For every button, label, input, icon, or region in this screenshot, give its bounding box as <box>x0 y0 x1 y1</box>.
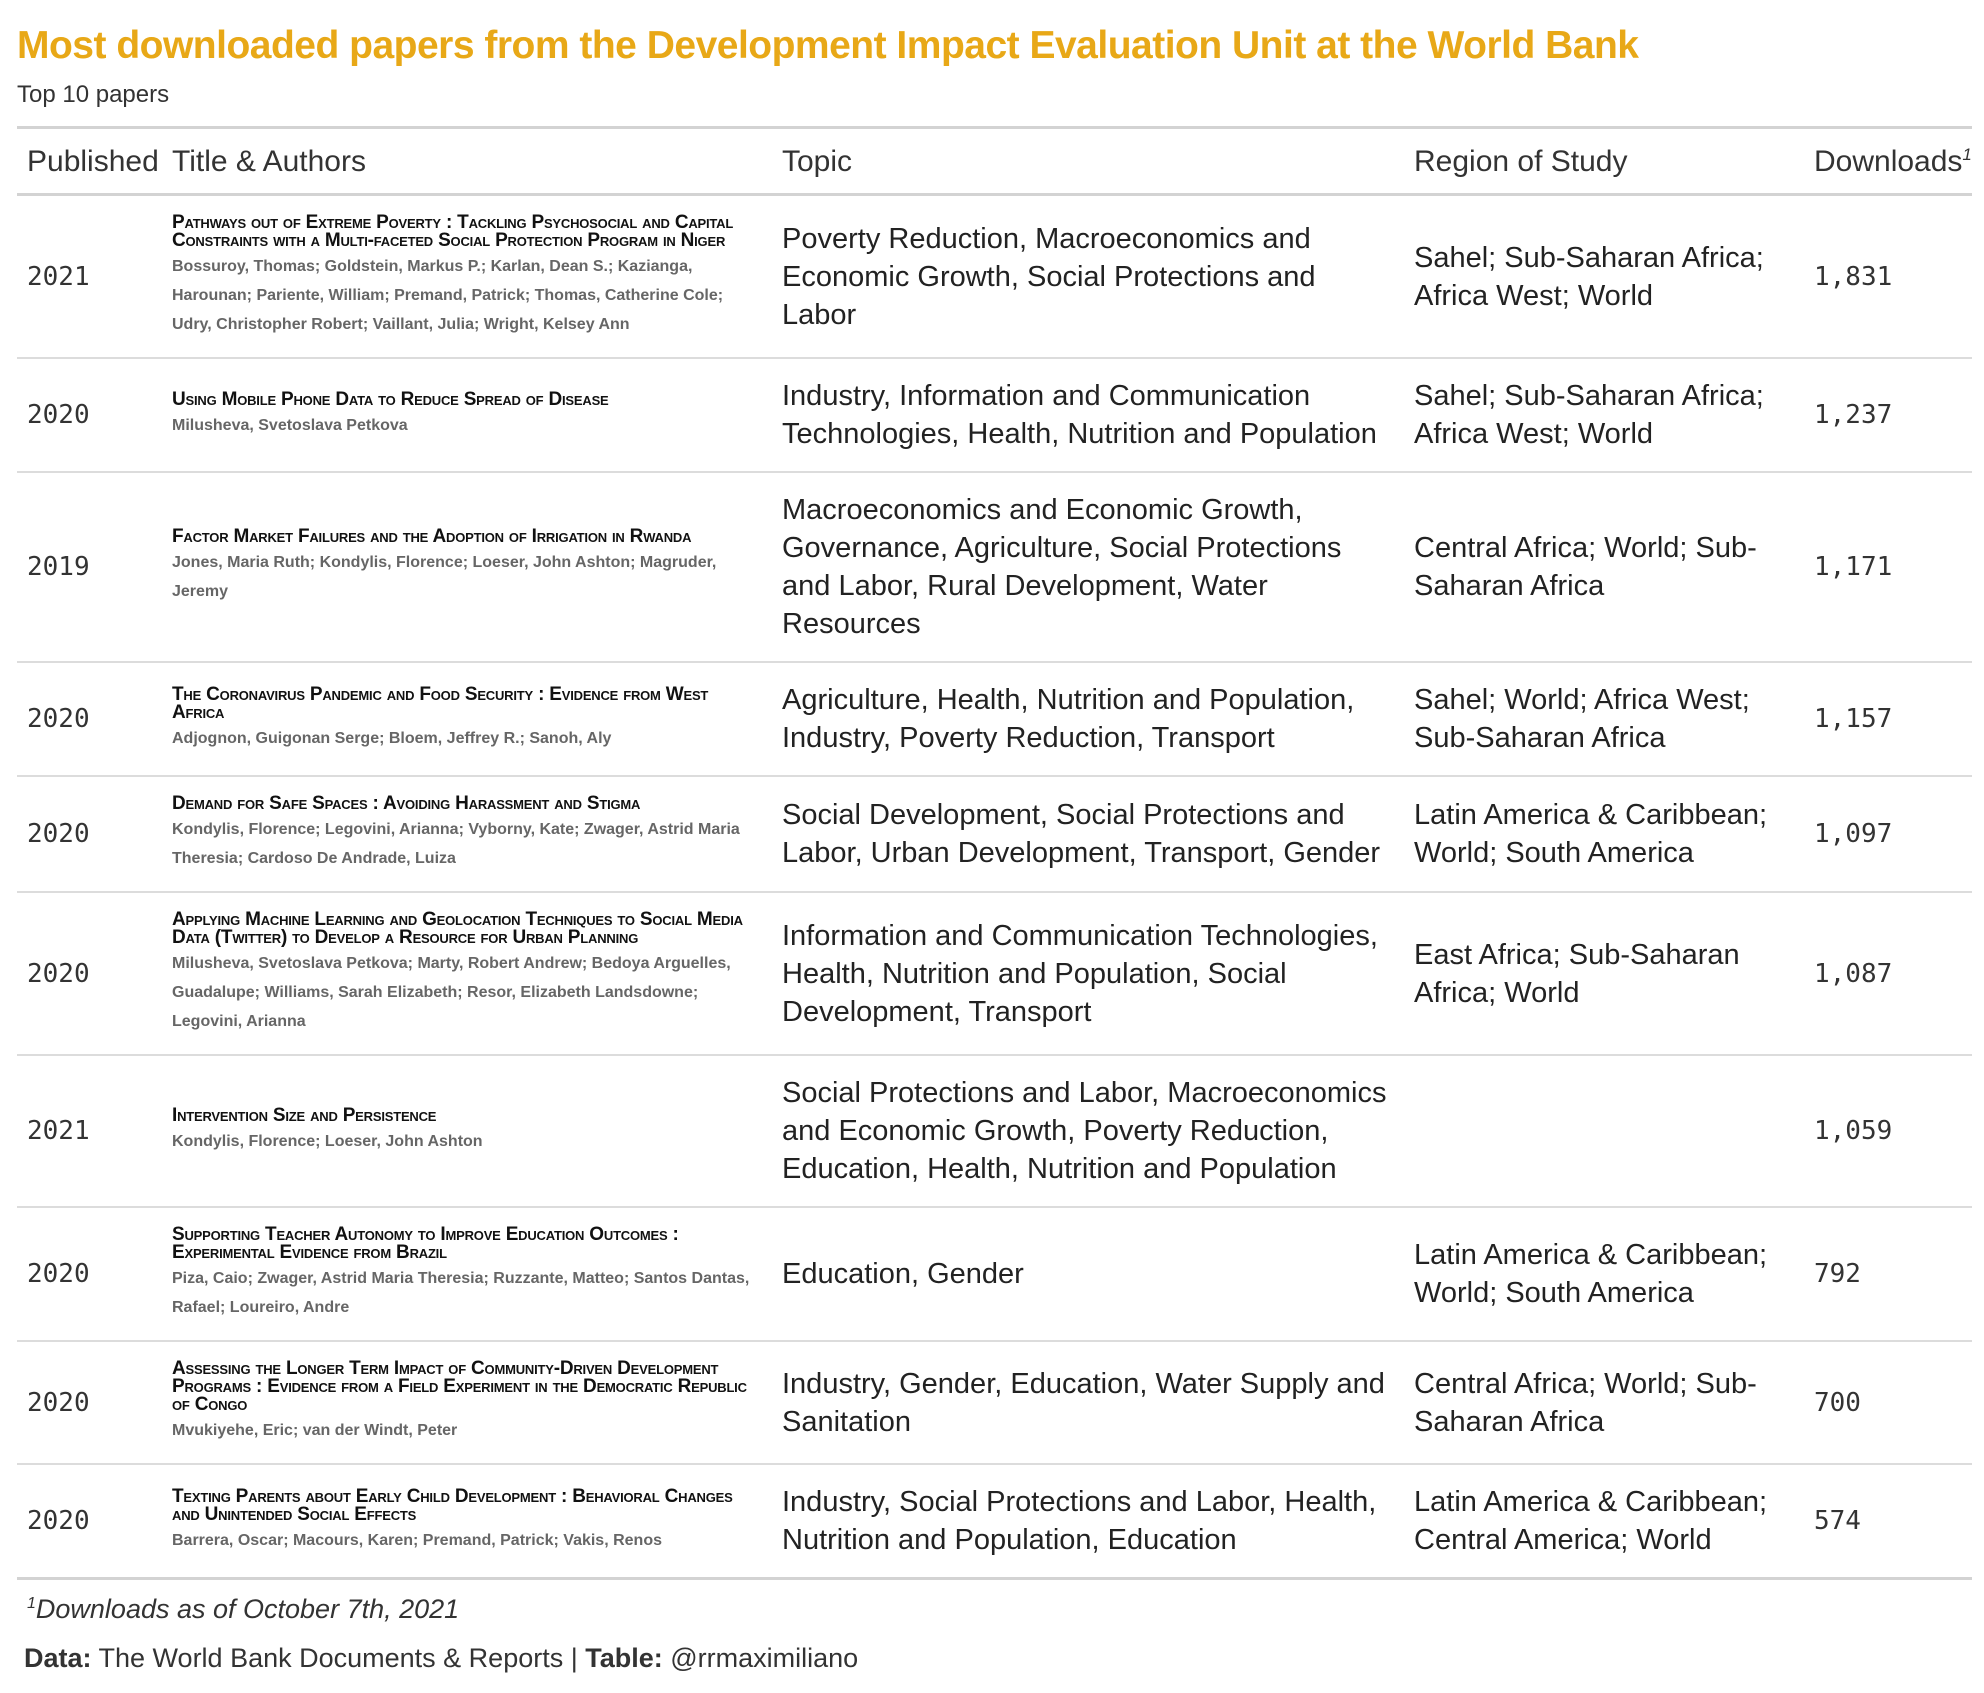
table-row <box>17 195 1972 359</box>
cell-downloads: 1,237 <box>1804 358 1972 472</box>
cell-region: Central Africa; World; Sub-Saharan Africa <box>1404 472 1804 662</box>
cell-title-authors <box>162 776 772 892</box>
footnote-mark: 1 <box>27 1595 36 1612</box>
cell-region: Central Africa; World; Sub-Saharan Africa <box>1404 1341 1804 1464</box>
paper-title: Assessing the Longer Term Impact of Community-Driven Development Programs : Evidence from a Field Experiment in the Democratic Republic of Congo <box>172 1358 747 1415</box>
cell-topic: Macroeconomics and Economic Growth, Governance, Agriculture, Social Protections and Labor, Rural Development, Water Resources <box>772 472 1404 662</box>
cell-downloads: 574 <box>1804 1464 1972 1579</box>
cell-downloads: 700 <box>1804 1341 1972 1464</box>
chart-title: Most downloaded papers from the Development Impact Evaluation Unit at the World Bank <box>17 24 1639 67</box>
paper-authors: Mvukiyehe, Eric; van der Windt, Peter <box>172 1422 458 1439</box>
table-row <box>17 472 1972 662</box>
paper-title: Using Mobile Phone Data to Reduce Spread of Disease <box>172 388 609 410</box>
table-row <box>17 776 1972 892</box>
paper-authors: Kondylis, Florence; Loeser, John Ashton <box>172 1132 483 1150</box>
col-header-region: Region of Study <box>1404 128 1804 195</box>
cell-title-authors <box>162 1464 772 1579</box>
cell-region: Sahel; World; Africa West; Sub-Saharan Africa <box>1404 662 1804 776</box>
paper-title: Supporting Teacher Autonomy to Improve Education Outcomes : Experimental Evidence from Brazil <box>172 1224 679 1263</box>
cell-published: 2021 <box>17 1055 162 1207</box>
cell-title-authors <box>162 358 772 472</box>
cell-title-authors <box>162 472 772 662</box>
table-row <box>17 1207 1972 1341</box>
cell-topic: Industry, Information and Communication Technologies, Health, Nutrition and Population <box>772 358 1404 472</box>
col-header-downloads <box>1804 128 1972 195</box>
cell-topic: Social Protections and Labor, Macroeconomics and Economic Growth, Poverty Reduction, Education, Health, Nutrition and Population <box>772 1055 1404 1207</box>
source-note <box>17 1643 1972 1674</box>
cell-published: 2019 <box>17 472 162 662</box>
col-header-published: Published <box>17 128 162 195</box>
table-row <box>17 662 1972 776</box>
cell-region: Latin America & Caribbean; Central America; World <box>1404 1464 1804 1579</box>
cell-published: 2020 <box>17 662 162 776</box>
cell-downloads: 792 <box>1804 1207 1972 1341</box>
col-header-title-authors: Title & Authors <box>162 128 772 195</box>
paper-title: Factor Market Failures and the Adoption of Irrigation in Rwanda <box>172 526 692 547</box>
table-figure <box>17 22 1972 1674</box>
cell-published: 2020 <box>17 1207 162 1341</box>
paper-authors: Milusheva, Svetoslava Petkova; Marty, Robert Andrew; Bedoya Arguelles, Guadalupe; Williams, Sarah Elizabeth; Resor, Elizabeth Landsdowne; Legovini, Arianna <box>172 955 731 1030</box>
paper-title: Pathways out of Extreme Poverty : Tackling Psychosocial and Capital Constraints with a Multi-faceted Social Protection Program in Niger <box>172 212 734 251</box>
cell-title-authors <box>162 1207 772 1341</box>
footnote-text: Downloads as of October 7th, 2021 <box>35 1594 460 1624</box>
table-row <box>17 1341 1972 1464</box>
cell-downloads: 1,831 <box>1804 195 1972 359</box>
source-table-text: @rrmaximiliano <box>662 1643 859 1673</box>
paper-authors: Bossuroy, Thomas; Goldstein, Markus P.; Karlan, Dean S.; Kazianga, Harounan; Pariente, William; Premand, Patrick; Thomas, Catherine Cole; Udry, Christopher Robert; Vaillant, Julia; Wright, Kelsey Ann <box>172 258 724 333</box>
col-header-topic: Topic <box>772 128 1404 195</box>
cell-downloads: 1,171 <box>1804 472 1972 662</box>
cell-topic: Poverty Reduction, Macroeconomics and Economic Growth, Social Protections and Labor <box>772 195 1404 359</box>
cell-published: 2020 <box>17 358 162 472</box>
downloads-header-label: Downloads <box>1814 145 1963 178</box>
header-row <box>17 128 1972 195</box>
table-row <box>17 1464 1972 1579</box>
cell-title-authors <box>162 195 772 359</box>
paper-title: Texting Parents about Early Child Development : Behavioral Changes and Unintended Social Effects <box>172 1485 733 1525</box>
cell-title-authors <box>162 892 772 1055</box>
cell-topic: Industry, Gender, Education, Water Supply and Sanitation <box>772 1341 1404 1464</box>
cell-region <box>1404 1055 1804 1207</box>
cell-title-authors <box>162 1055 772 1207</box>
paper-authors: Kondylis, Florence; Legovini, Arianna; Vyborny, Kate; Zwager, Astrid Maria Theresia; Cardoso De Andrade, Luiza <box>172 821 740 867</box>
cell-topic: Agriculture, Health, Nutrition and Population, Industry, Poverty Reduction, Transport <box>772 662 1404 776</box>
cell-topic: Education, Gender <box>772 1207 1404 1341</box>
paper-authors: Adjognon, Guigonan Serge; Bloem, Jeffrey R.; Sanoh, Aly <box>172 729 612 747</box>
source-data-text: The World Bank Documents & Reports | <box>91 1643 586 1673</box>
cell-region: Sahel; Sub-Saharan Africa; Africa West; World <box>1404 358 1804 472</box>
table-row <box>17 358 1972 472</box>
cell-published: 2020 <box>17 776 162 892</box>
cell-downloads: 1,059 <box>1804 1055 1972 1207</box>
footnote-mark: 1 <box>1962 145 1972 164</box>
cell-published: 2020 <box>17 1341 162 1464</box>
cell-topic: Industry, Social Protections and Labor, Health, Nutrition and Population, Education <box>772 1464 1404 1579</box>
cell-downloads: 1,157 <box>1804 662 1972 776</box>
cell-published: 2020 <box>17 1464 162 1579</box>
table-row <box>17 1055 1972 1207</box>
cell-title-authors <box>162 662 772 776</box>
cell-region: East Africa; Sub-Saharan Africa; World <box>1404 892 1804 1055</box>
paper-title: Demand for Safe Spaces : Avoiding Harassment and Stigma <box>172 793 641 814</box>
source-table-label: Table: <box>585 1643 663 1673</box>
paper-authors: Jones, Maria Ruth; Kondylis, Florence; Loeser, John Ashton; Magruder, Jeremy <box>172 554 717 600</box>
cell-published: 2020 <box>17 892 162 1055</box>
cell-topic: Information and Communication Technologies, Health, Nutrition and Population, Social Development, Transport <box>772 892 1404 1055</box>
cell-published: 2021 <box>17 195 162 359</box>
source-data-label: Data: <box>24 1643 92 1673</box>
papers-table <box>17 126 1972 1580</box>
cell-title-authors <box>162 1341 772 1464</box>
paper-authors: Piza, Caio; Zwager, Astrid Maria Theresia; Ruzzante, Matteo; Santos Dantas, Rafael; Loureiro, Andre <box>172 1270 750 1316</box>
cell-downloads: 1,087 <box>1804 892 1972 1055</box>
cell-downloads: 1,097 <box>1804 776 1972 892</box>
cell-region: Sahel; Sub-Saharan Africa; Africa West; World <box>1404 195 1804 359</box>
chart-subtitle: Top 10 papers <box>17 81 170 108</box>
paper-authors: Milusheva, Svetoslava Petkova <box>172 416 408 434</box>
paper-title: Applying Machine Learning and Geolocation Techniques to Social Media Data (Twitter) to Develop a Resource for Urban Planning <box>172 909 743 948</box>
table-row <box>17 892 1972 1055</box>
cell-topic: Social Development, Social Protections and Labor, Urban Development, Transport, Gender <box>772 776 1404 892</box>
paper-title: Intervention Size and Persistence <box>172 1104 437 1126</box>
paper-authors: Barrera, Oscar; Macours, Karen; Premand, Patrick; Vakis, Renos <box>172 1531 662 1549</box>
paper-title: The Coronavirus Pandemic and Food Security : Evidence from West Africa <box>172 683 709 723</box>
cell-region: Latin America & Caribbean; World; South America <box>1404 1207 1804 1341</box>
footnote <box>17 1594 1972 1625</box>
table-body <box>17 195 1972 1579</box>
cell-region: Latin America & Caribbean; World; South America <box>1404 776 1804 892</box>
